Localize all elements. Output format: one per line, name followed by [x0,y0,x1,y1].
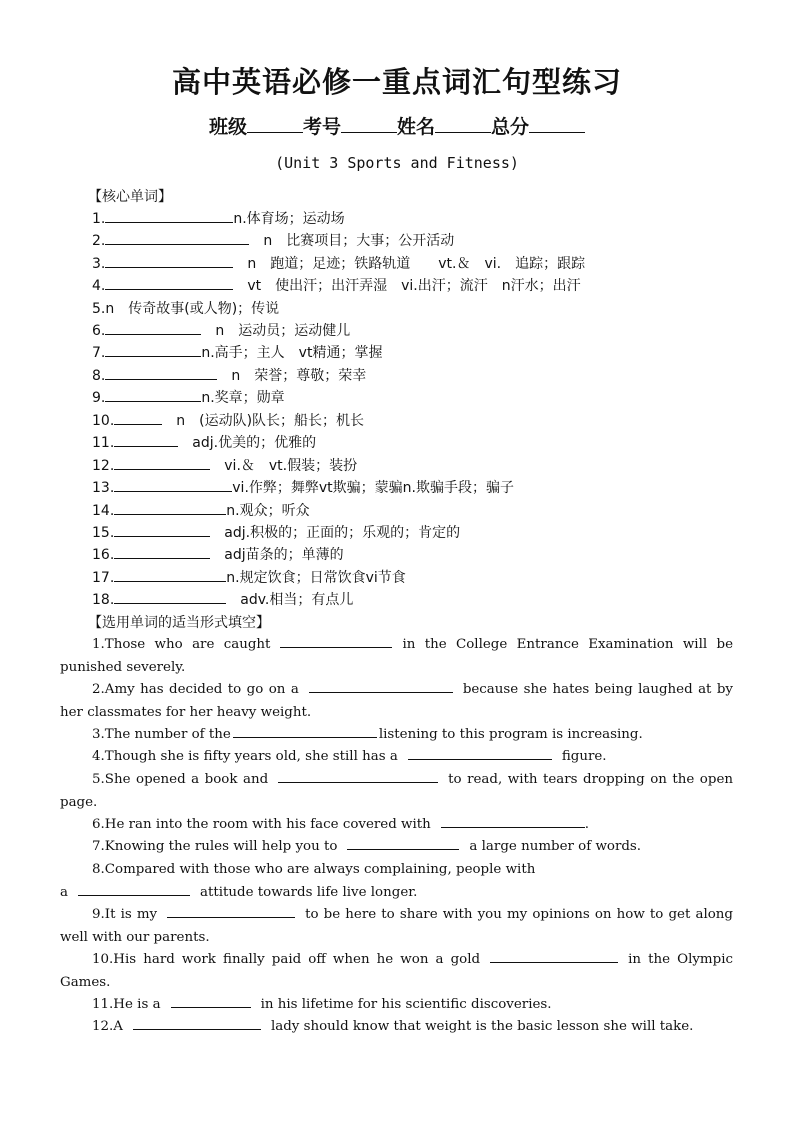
vocab-blank[interactable] [105,275,233,290]
vocab-definition: adv.相当；有点儿 [240,592,354,608]
vocab-number: 9. [92,390,106,406]
exercise-number: 7. [92,839,105,854]
vocab-item [92,320,350,342]
vocab-section-heading: 【核心单词】 [88,189,172,205]
exercise-number: 12. [92,1019,114,1034]
exercise-blank[interactable] [280,634,392,648]
exercise-number: 9. [92,907,105,922]
vocab-blank[interactable] [105,365,217,380]
vocab-number: 11. [92,435,115,451]
exercise-blank[interactable] [408,746,552,760]
exercise-number: 8. [92,862,105,877]
vocab-item [92,500,310,522]
vocab-definition: vt 使出汗；出汗弄湿 vi.出汗；流汗 n汗水；出汗 [247,278,581,294]
vocab-item [92,432,316,454]
exercise-text-after: a large number of words. [469,839,642,854]
vocab-item [92,455,357,477]
vocab-item [92,522,460,544]
vocab-number: 14. [92,503,115,519]
exercise-text-after: . [584,817,590,832]
exercise-item [60,814,733,837]
vocab-definition: n 比赛项目；大事；公开活动 [263,233,455,249]
exercise-item [60,859,733,904]
vocab-number: 4. [92,278,106,294]
vocab-number: 1. [92,211,106,227]
vocab-item [92,342,382,364]
exercise-item [60,1016,733,1039]
exercise-blank[interactable] [490,949,618,963]
vocab-number: 12. [92,458,115,474]
vocab-item [92,208,345,230]
exercise-blank[interactable] [347,836,459,850]
vocab-blank[interactable] [105,320,201,335]
score-label: 总分 [491,116,530,138]
vocab-item [92,410,364,432]
vocab-number: 10. [92,413,115,429]
exercise-section-heading: 【选用单词的适当形式填空】 [88,615,270,631]
exercise-item [60,679,733,724]
vocab-blank[interactable] [105,387,201,402]
vocab-definition: adj.优美的；优雅的 [192,435,317,451]
vocab-definition: n (运动队)队长；船长；机长 [176,413,365,429]
vocab-definition: n 跑道；足迹；铁路轨道 vt.＆ vi. 追踪；跟踪 [247,256,586,272]
exercise-text-before: His hard work finally paid off when he won a gold [113,952,481,967]
vocab-number: 18. [92,592,115,608]
vocab-number: 17. [92,570,115,586]
exercise-text-after: listening to this program is increasing. [378,727,643,742]
vocab-blank[interactable] [114,567,226,582]
exercise-number: 6. [92,817,105,832]
vocab-blank[interactable] [114,589,226,604]
vocab-definition: n 荣誉；尊敬；荣幸 [231,368,367,384]
exercise-blank[interactable] [441,814,585,828]
unit-heading: (Unit 3 Sports and Fitness) [275,154,519,172]
exercise-item [60,904,733,949]
vocab-definition: n 运动员；运动健儿 [215,323,351,339]
exercise-item [60,724,733,747]
exercise-text-before: She opened a book and [104,772,269,787]
exercise-number: 2. [92,682,105,697]
vocab-blank[interactable] [114,500,226,515]
exercise-number: 3. [92,727,105,742]
exercise-item [60,769,733,814]
exercise-text-after: in the College Entrance Examination will be punished severely. [60,637,734,675]
exercise-text-after: figure. [561,749,607,764]
exercise-text-before: Those who are caught [104,637,271,652]
exercise-number: 4. [92,749,105,764]
exercise-blank[interactable] [167,904,295,918]
vocab-number: 3. [92,256,106,272]
exercise-text-before: Amy has decided to go on a [104,682,299,697]
exercise-item [60,836,733,859]
exercise-blank[interactable] [233,724,377,738]
vocab-item [92,365,366,387]
exercise-text-before: He ran into the room with his face covered with [104,817,431,832]
exercise-blank[interactable] [78,882,190,896]
exercise-item [60,634,733,679]
exercise-blank[interactable] [133,1016,261,1030]
vocab-definition: n.规定饮食；日常饮食vi节食 [226,570,406,586]
vocab-definition: n 传奇故事(或人物)；传说 [105,301,280,317]
exercise-number: 5. [92,772,105,787]
exercise-text-after: in the Olympic Games. [60,952,733,990]
vocab-blank[interactable] [114,410,162,425]
vocab-definition: adj苗条的；单薄的 [224,547,344,563]
vocab-number: 16. [92,547,115,563]
exercise-text-before: The number of the [104,727,231,742]
exercise-text-before-line2: a [60,884,68,900]
vocab-blank[interactable] [114,432,178,447]
score-blank[interactable] [529,114,585,133]
name-label: 姓名 [397,116,436,138]
exercise-text-after: because she hates being laughed at by her classmates for her heavy weight. [60,682,733,720]
vocab-blank[interactable] [105,342,201,357]
vocab-blank[interactable] [105,230,249,245]
exercise-number: 1. [92,637,105,652]
exercise-text-before: Compared with those who are always complaining, people with [104,862,536,877]
vocab-definition: adj.积极的；正面的；乐观的；肯定的 [224,525,461,541]
exercise-text-before: It is my [104,907,158,922]
vocab-blank[interactable] [114,544,210,559]
number-label: 考号 [302,116,341,138]
exercise-text-before: Knowing the rules will help you to [104,839,338,854]
vocab-item [92,253,585,275]
vocab-definition: n.体育场；运动场 [233,211,345,227]
exercise-item [60,994,733,1017]
vocab-item [92,230,454,252]
exercise-item [60,746,733,769]
exercise-text-after: to read, with tears dropping on the open page. [60,772,733,810]
class-label: 班级 [208,116,247,138]
exercise-text-after: to be here to share with you my opinions on how to get along well with our parents. [60,907,733,945]
exercise-text-before: Though she is fifty years old, she still has a [104,749,398,764]
vocab-number: 7. [92,345,106,361]
vocab-definition: vi.作弊；舞弊vt欺骗；蒙骗n.欺骗手段；骗子 [232,480,514,496]
exercise-number: 10. [92,952,114,967]
number-blank[interactable] [341,114,397,133]
vocab-number: 6. [92,323,106,339]
vocab-blank[interactable] [114,522,210,537]
exercise-text-before: A [113,1019,123,1034]
exercise-text-before: He is a [113,997,161,1012]
vocab-definition: n.奖章；勋章 [201,390,285,406]
vocab-number: 8. [92,368,106,384]
vocab-number: 5. [92,301,106,317]
exercise-text-after: attitude towards life live longer. [199,884,418,900]
vocab-item [92,589,353,611]
name-blank[interactable] [435,114,491,133]
vocab-number: 13. [92,480,115,496]
vocab-definition: vi.＆ vt.假装；装扮 [224,458,358,474]
exercise-text-after: in his lifetime for his scientific discoveries. [260,997,552,1012]
vocab-blank[interactable] [114,455,210,470]
vocab-blank[interactable] [105,208,233,223]
exercise-text-after: lady should know that weight is the basic lesson she will take. [270,1019,694,1034]
vocab-item [92,544,344,566]
vocab-item [92,387,285,409]
vocab-item [92,275,581,297]
exercise-blank[interactable] [309,679,453,693]
vocab-definition: n.观众；听众 [226,503,310,519]
exercise-item [60,949,733,994]
vocab-blank[interactable] [114,477,232,492]
vocab-definition: n.高手；主人 vt精通；掌握 [201,345,383,361]
vocab-blank[interactable] [105,253,233,268]
vocab-item [92,477,514,499]
vocab-item [92,567,406,589]
exercise-blank[interactable] [278,769,438,783]
exercise-number: 11. [92,997,114,1012]
page-title: 高中英语必修一重点词汇句型练习 [171,65,622,99]
exercise-blank[interactable] [171,994,251,1008]
vocab-number: 2. [92,233,106,249]
vocab-item [92,298,279,320]
student-info-line [0,112,794,139]
vocab-number: 15. [92,525,115,541]
class-blank[interactable] [247,114,303,133]
